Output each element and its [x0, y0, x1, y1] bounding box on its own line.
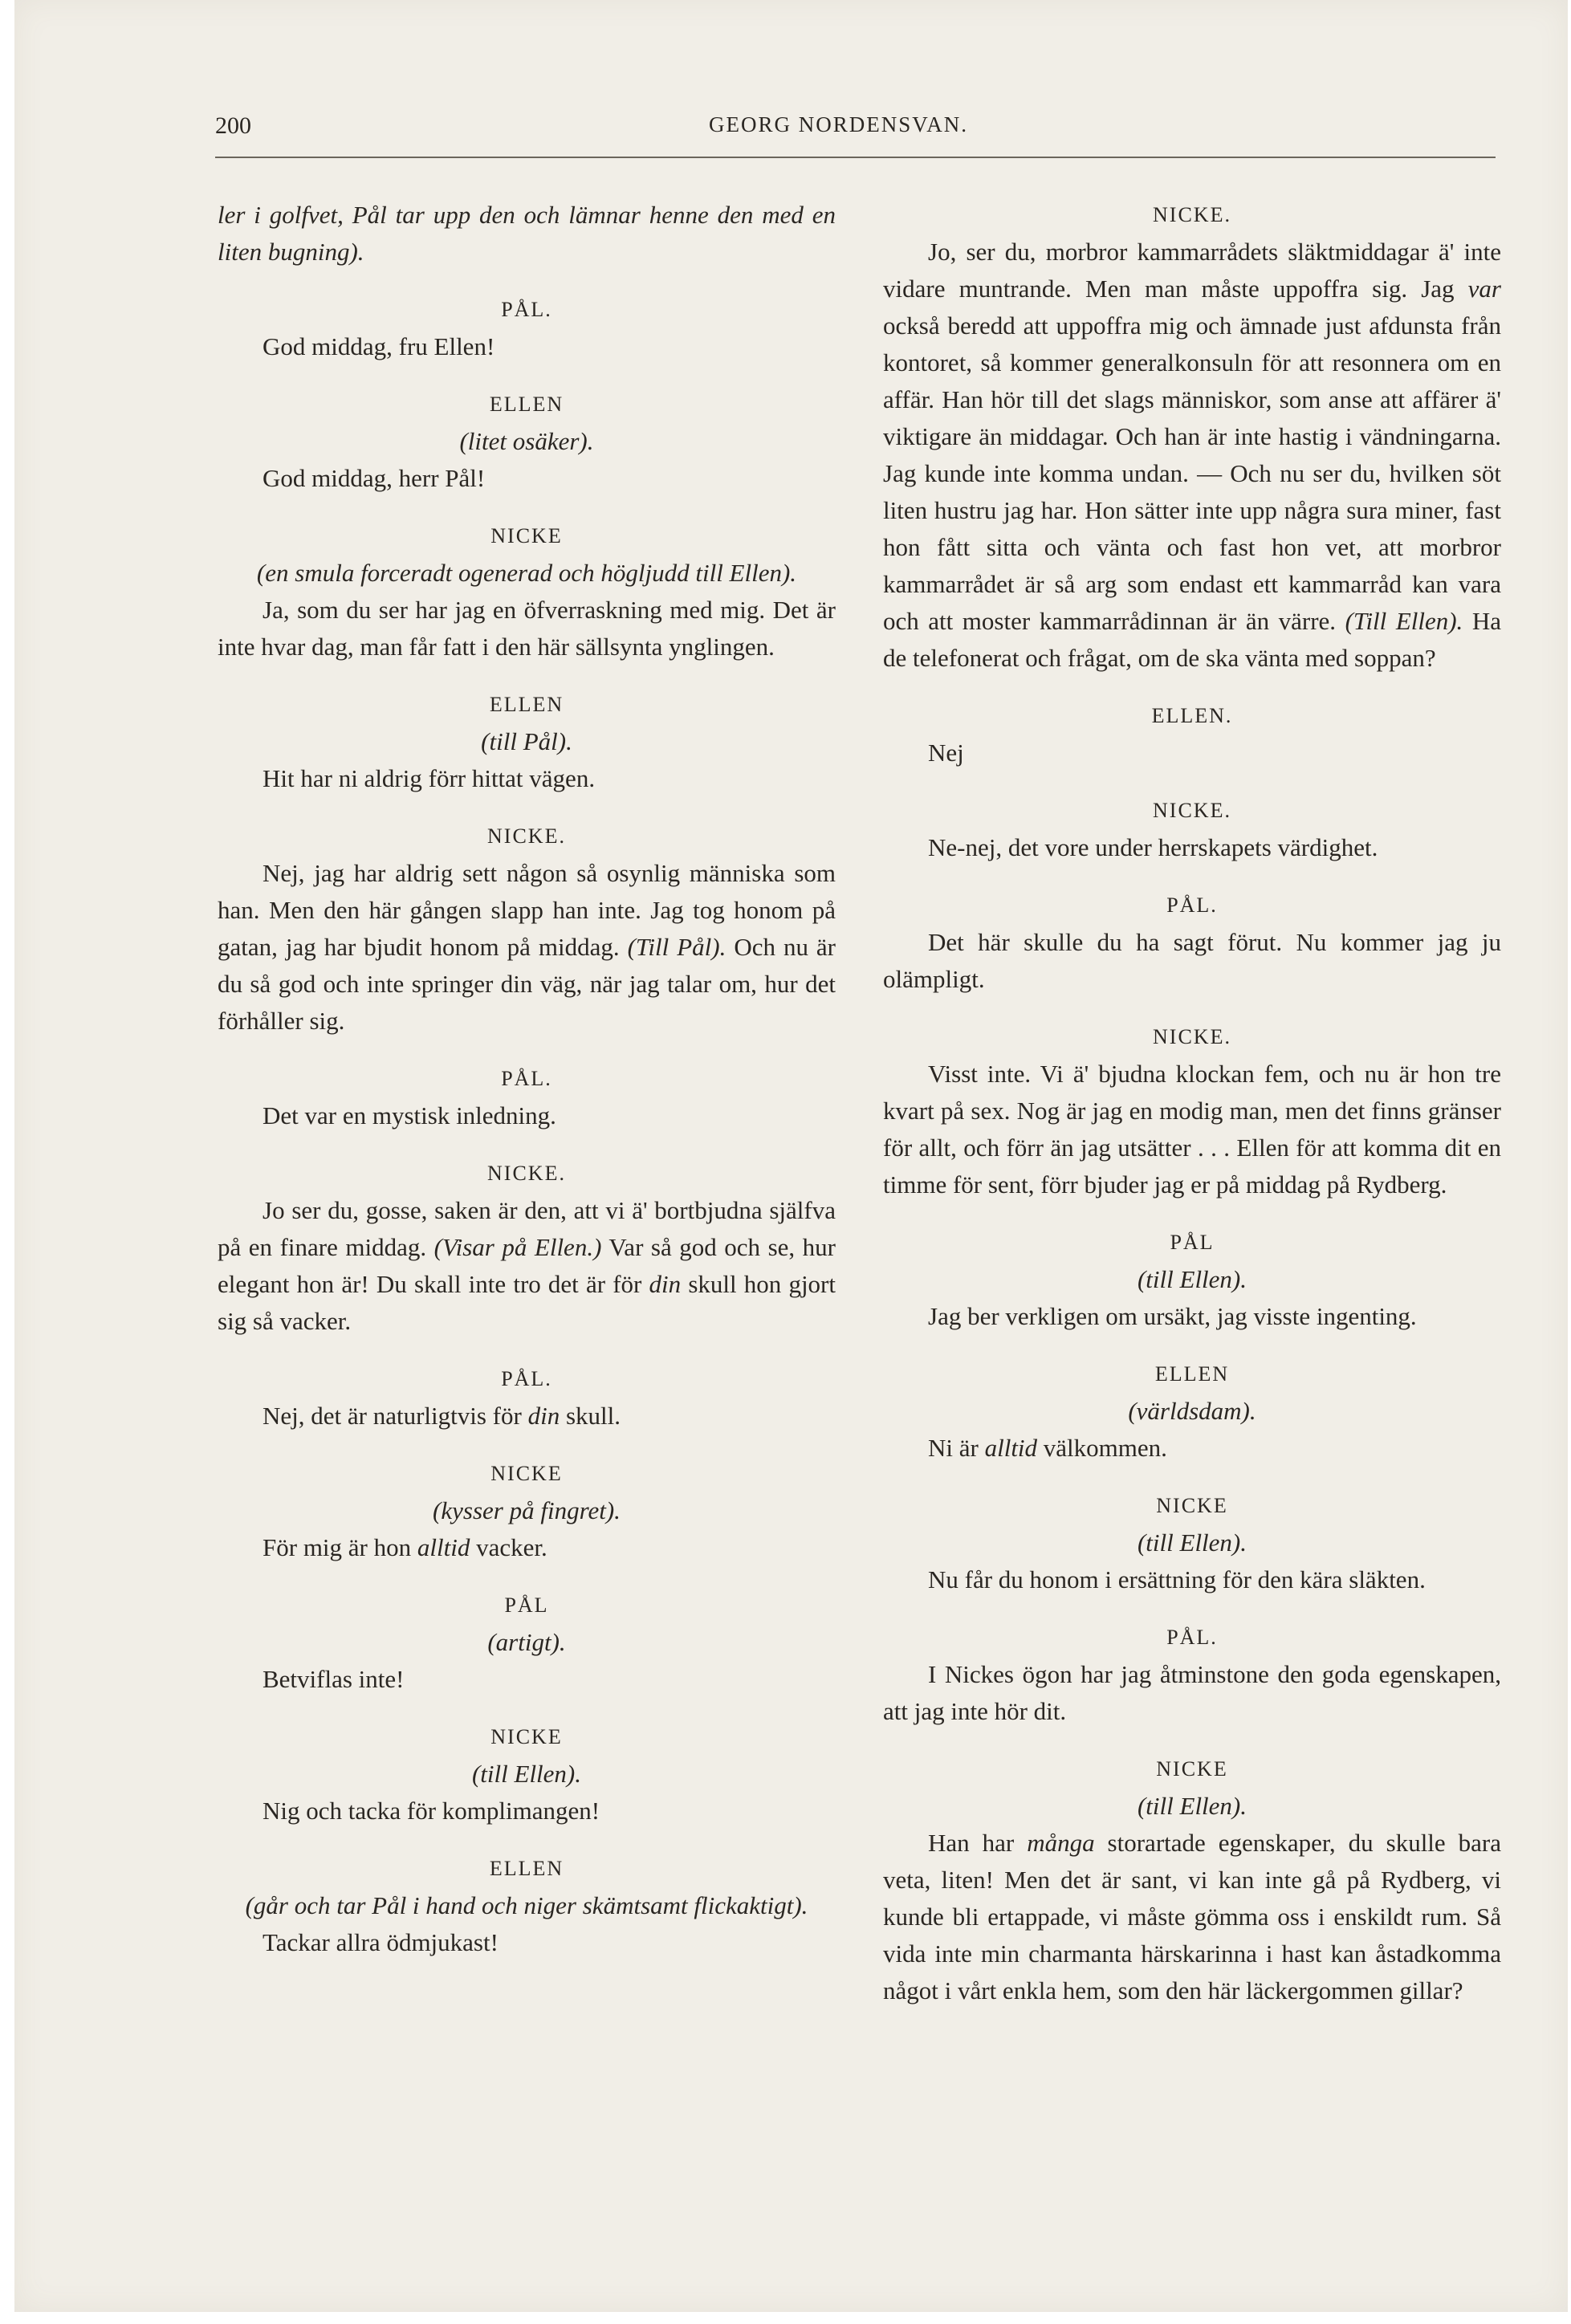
stage-direction: (går och tar Pål i hand och niger skämtsamt flickaktigt).	[245, 1891, 808, 1919]
emphasis: alltid	[984, 1434, 1038, 1462]
speaker-name: ELLEN	[1154, 1362, 1230, 1386]
emphasis: var	[1467, 275, 1501, 303]
dialogue-line: Tackar allra ödmjukast!	[263, 1928, 499, 1956]
dialogue-line	[883, 1825, 1501, 2009]
stage-direction: (världsdam).	[1128, 1397, 1256, 1425]
stage-direction: (artigt).	[487, 1628, 566, 1656]
header-rule	[215, 157, 1496, 158]
dialogue-text: Jo, ser du, morbror kammarrådets släktmiddagar ä' inte vidare muntrande. Men man måste uppoffra sig. Jag	[883, 238, 1501, 303]
speaker-name: NICKE.	[487, 1162, 566, 1185]
inline-direction: (Till Ellen).	[1345, 607, 1463, 635]
left-column	[218, 197, 836, 1961]
stage-direction: ler i golfvet, Pål tar upp den och lämnar henne den med en liten bugning).	[218, 201, 836, 266]
inline-direction: (Till Pål).	[627, 933, 726, 961]
dialogue-line	[218, 1192, 836, 1340]
speaker-name: ELLEN	[489, 693, 564, 716]
stage-direction: (litet osäker).	[459, 427, 594, 455]
speaker-name: PÅL	[504, 1593, 549, 1617]
speaker-name: PÅL.	[1166, 893, 1218, 917]
dialogue-line: God middag, fru Ellen!	[263, 332, 495, 360]
dialogue-line: Nu får du honom i ersättning för den kära släkten.	[928, 1565, 1426, 1593]
speaker-name: NICKE	[1156, 1757, 1228, 1781]
dialogue-line: Visst inte. Vi ä' bjudna klockan fem, och nu är hon tre kvart på sex. Nog är jag en modig man, men det finns gränser för allt, och förr än jag utsätter . . . Ellen för att komma dit en timme för sent, förr bjuder jag er på middag på Rydberg.	[883, 1060, 1501, 1199]
stage-direction: (till Ellen).	[1137, 1265, 1247, 1293]
speaker-name: NICKE	[490, 524, 563, 547]
dialogue-line	[218, 1529, 836, 1566]
dialogue-line: Betviflas inte!	[263, 1665, 405, 1693]
dialogue-text: Ni är	[928, 1434, 985, 1462]
dialogue-text: Och nu är du så god och inte springer din väg, när jag talar om, hur det förhåller sig.	[218, 933, 836, 1035]
emphasis: alltid	[417, 1533, 470, 1561]
speaker-name: NICKE.	[1153, 1025, 1231, 1048]
emphasis: din	[649, 1270, 682, 1298]
speaker-name: NICKE	[490, 1725, 563, 1748]
page-number: 200	[215, 112, 251, 139]
dialogue-text: Nej, det är naturligtvis för	[263, 1402, 528, 1430]
dialogue-line: Det här skulle du ha sagt förut. Nu kommer jag ju olämpligt.	[883, 928, 1501, 993]
emphasis: många	[1027, 1829, 1095, 1857]
stage-direction: (en smula forceradt ogenerad och högljudd till Ellen).	[256, 559, 797, 587]
speaker-name: NICKE	[490, 1462, 563, 1485]
dialogue-text: skull hon gjort sig så vacker.	[218, 1270, 836, 1335]
dialogue-line: Nig och tacka för komplimangen!	[263, 1797, 600, 1825]
dialogue-text: Nej, jag har aldrig sett någon så osynlig människa som han. Men den här gången slapp han inte. Jag tog honom på gatan, jag har bjudit honom på middag.	[218, 859, 836, 961]
dialogue-text: skull.	[560, 1402, 621, 1430]
dialogue-line	[883, 1430, 1501, 1467]
dialogue-line: I Nickes ögon har jag åtminstone den goda egenskapen, att jag inte hör dit.	[883, 1660, 1501, 1725]
dialogue-text: välkommen.	[1037, 1434, 1167, 1462]
dialogue-text: Var så god och se, hur elegant hon är! Du skall inte tro det är för	[218, 1233, 836, 1298]
speaker-name: ELLEN	[489, 1857, 564, 1880]
dialogue-line	[218, 855, 836, 1040]
speaker-name: PÅL.	[501, 1067, 552, 1090]
speaker-name: NICKE.	[1153, 799, 1231, 822]
speaker-name: PÅL	[1170, 1231, 1215, 1254]
speaker-name: ELLEN	[489, 393, 564, 416]
book-page	[14, 0, 1568, 2312]
stage-direction: (till Pål).	[481, 727, 572, 755]
stage-direction: (till Ellen).	[1137, 1528, 1247, 1557]
dialogue-line	[883, 234, 1501, 677]
dialogue-line: Jag ber verkligen om ursäkt, jag visste ingenting.	[928, 1302, 1417, 1330]
speaker-name: NICKE.	[487, 824, 566, 848]
dialogue-text: vacker.	[470, 1533, 547, 1561]
dialogue-text: För mig är hon	[263, 1533, 417, 1561]
speaker-name: PÅL.	[1166, 1626, 1218, 1649]
speaker-name: ELLEN.	[1151, 704, 1233, 727]
dialogue-line: Nej	[928, 739, 964, 767]
emphasis: din	[527, 1402, 560, 1430]
dialogue-text: Ha de telefonerat och frågat, om de ska vänta med soppan?	[883, 607, 1501, 672]
dialogue-text: Jo ser du, gosse, saken är den, att vi ä' bortbjudna själfva på en finare middag.	[218, 1196, 836, 1261]
stage-direction: (till Ellen).	[1137, 1792, 1247, 1820]
dialogue-text: storartade egenskaper, du skulle bara veta, liten! Men det är sant, vi kan inte gå på Rydberg, vi kunde bli ertappade, vi måste gömma oss i enskildt rum. Så vida inte min charmanta härskarinna i hast kan åstadkomma något i vårt enkla hem, som den här läckergommen gillar?	[883, 1829, 1501, 2005]
dialogue-line: Hit har ni aldrig förr hittat vägen.	[263, 764, 596, 792]
speaker-name: PÅL.	[501, 1367, 552, 1390]
running-head: GEORG NORDENSVAN.	[709, 112, 969, 136]
dialogue-line: Ne-nej, det vore under herrskapets värdighet.	[928, 833, 1378, 861]
right-column	[883, 197, 1501, 2009]
dialogue-line: Ja, som du ser har jag en öfverraskning med mig. Det är inte hvar dag, man får fatt i den här sällsynta ynglingen.	[218, 596, 836, 661]
dialogue-text: Han har	[928, 1829, 1028, 1857]
speaker-name: NICKE.	[1153, 203, 1231, 226]
dialogue-text: också beredd att uppoffra mig och ämnade just afdunsta från kontoret, så kommer generalkonsuln för att resonnera om en affär. Han hör till det slags människor, som anse att affärer ä' viktigare än middagar. Och han är inte hastig i vändningarna. Jag kunde inte komma undan. — Och nu ser du, hvilken söt liten hustru jag har. Hon sätter inte upp några sura miner, fast hon fått sitta och vänta och fast hon vet, att morbror kammarrådet är så arg som endast ett kammarråd kan vara och att moster kammarrådinnan är än värre.	[883, 311, 1501, 635]
speaker-name: NICKE	[1156, 1494, 1228, 1517]
dialogue-line: God middag, herr Pål!	[263, 464, 486, 492]
speaker-name: PÅL.	[501, 298, 552, 321]
page-header	[215, 112, 1500, 161]
inline-direction: (Visar på Ellen.)	[433, 1233, 602, 1261]
stage-direction: (kysser på fingret).	[433, 1496, 621, 1524]
dialogue-line: Det var en mystisk inledning.	[263, 1101, 556, 1129]
stage-direction: (till Ellen).	[471, 1760, 582, 1788]
dialogue-line	[218, 1398, 836, 1435]
